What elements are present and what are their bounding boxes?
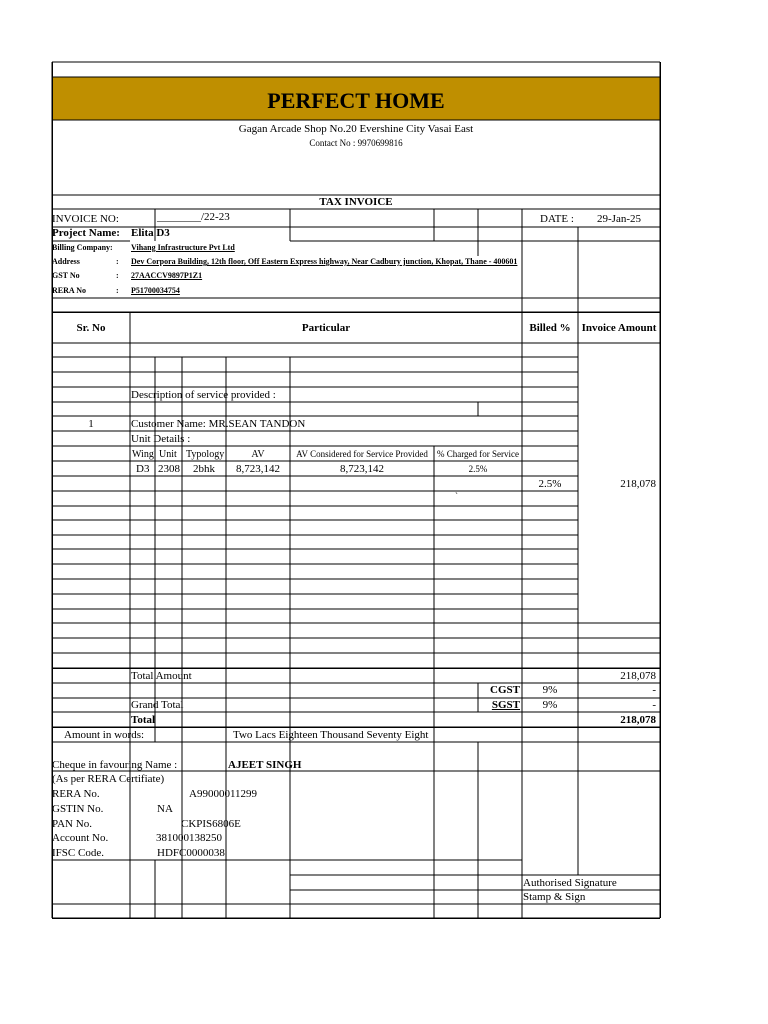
header-invoice-amount: Invoice Amount xyxy=(581,322,657,334)
col-wing: Wing xyxy=(132,449,154,460)
billing-address-label: Address xyxy=(52,257,80,266)
col-pct-charged: % Charged for Service xyxy=(436,449,520,459)
sgst-amount: - xyxy=(652,699,656,711)
gstin-label: GSTIN No. xyxy=(52,803,104,815)
billing-address-colon: : xyxy=(116,257,119,266)
service-description-label: Description of service provided : xyxy=(131,389,276,401)
project-name-value: Elita D3 xyxy=(131,227,170,239)
cheque-name-value: AJEET SINGH xyxy=(228,759,302,771)
header-billed-pct: Billed % xyxy=(529,322,571,334)
rera-no-colon: : xyxy=(116,286,119,295)
col-av: AV xyxy=(251,449,265,460)
header-sr-no: Sr. No xyxy=(76,322,106,334)
gst-no-value: 27AACCV9897P1Z1 xyxy=(131,271,203,280)
company-name: PERFECT HOME xyxy=(267,88,445,113)
cgst-amount: - xyxy=(652,684,656,696)
ifsc-value: HDFC0000038 xyxy=(157,847,225,859)
gst-no-colon: : xyxy=(116,271,119,280)
sgst-pct: 9% xyxy=(542,699,558,711)
authorised-signature: Authorised Signature xyxy=(523,877,617,889)
gstin-value: NA xyxy=(157,803,173,815)
tax-invoice-title: TAX INVOICE xyxy=(319,196,393,208)
sgst-label: SGST xyxy=(491,699,520,711)
payee-rera-label: RERA No. xyxy=(52,788,100,800)
invoice-amount-value: 218,078 xyxy=(620,478,656,490)
pan-value: CKPIS6806E xyxy=(181,818,241,830)
billing-address-value: Dev Corpora Building, 12th floor, Off Eastern Express highway, Near Cadbury junction, Khopat, Thane - 400601 xyxy=(131,257,518,266)
row-pct-charged: 2.5% xyxy=(468,464,488,474)
row-av-considered: 8,723,142 xyxy=(340,463,384,475)
cgst-label: CGST xyxy=(490,684,520,696)
amount-in-words-value: Two Lacs Eighteen Thousand Seventy Eight xyxy=(233,729,429,741)
billing-company-value: Vihang Infrastructure Pvt Ltd xyxy=(131,243,235,252)
col-unit: Unit xyxy=(159,449,177,460)
cgst-pct: 9% xyxy=(542,684,558,696)
unit-details-label: Unit Details : xyxy=(131,433,191,445)
col-av-considered: AV Considered for Service Provided xyxy=(296,449,428,459)
row-typology: 2bhk xyxy=(193,463,215,475)
row-wing: D3 xyxy=(136,463,150,475)
rera-no-value: P51700034754 xyxy=(131,286,180,295)
invoice-no-label: INVOICE NO: xyxy=(52,213,119,225)
amount-in-words-label: Amount in words: xyxy=(64,729,145,741)
account-value: 381000138250 xyxy=(156,832,222,844)
billing-company-label: Billing Company: xyxy=(52,243,113,252)
invoice-no-value: ________/22-23 xyxy=(157,211,230,223)
total-label: Total xyxy=(131,714,156,726)
payee-rera-value: A99000011299 xyxy=(189,788,258,800)
company-contact: Contact No : 9970699816 xyxy=(309,138,403,148)
row-unit: 2308 xyxy=(158,463,180,475)
rera-certificate-note: (As per RERA Certifiate) xyxy=(52,773,165,785)
stamp-and-sign: Stamp & Sign xyxy=(523,891,586,903)
date-label: DATE : xyxy=(540,213,574,225)
header-particular: Particular xyxy=(301,322,351,334)
total-value: 218,078 xyxy=(620,714,656,726)
customer-name: Customer Name: MR.SEAN TANDON xyxy=(131,418,306,430)
company-address: Gagan Arcade Shop No.20 Evershine City Vasai East xyxy=(238,123,474,135)
billed-pct-value: 2.5% xyxy=(538,478,562,490)
total-amount-label: Total Amount xyxy=(131,670,192,682)
rera-no-label: RERA No xyxy=(52,286,87,295)
row-av: 8,723,142 xyxy=(236,463,280,475)
pan-label: PAN No. xyxy=(52,818,92,830)
ifsc-label: IFSC Code. xyxy=(52,847,104,859)
gst-no-label: GST No xyxy=(52,271,80,280)
service-sr-no: 1 xyxy=(88,418,94,430)
total-amount-value: 218,078 xyxy=(620,670,656,682)
account-label: Account No. xyxy=(52,832,109,844)
stray-tick-mark: ` xyxy=(455,491,458,501)
date-value: 29-Jan-25 xyxy=(597,213,641,225)
grand-total-label: Grand Total xyxy=(131,699,184,711)
col-typology: Typology xyxy=(186,449,225,460)
cheque-name-label: Cheque in favouring Name : xyxy=(52,759,178,771)
project-name-label: Project Name: xyxy=(52,227,120,239)
